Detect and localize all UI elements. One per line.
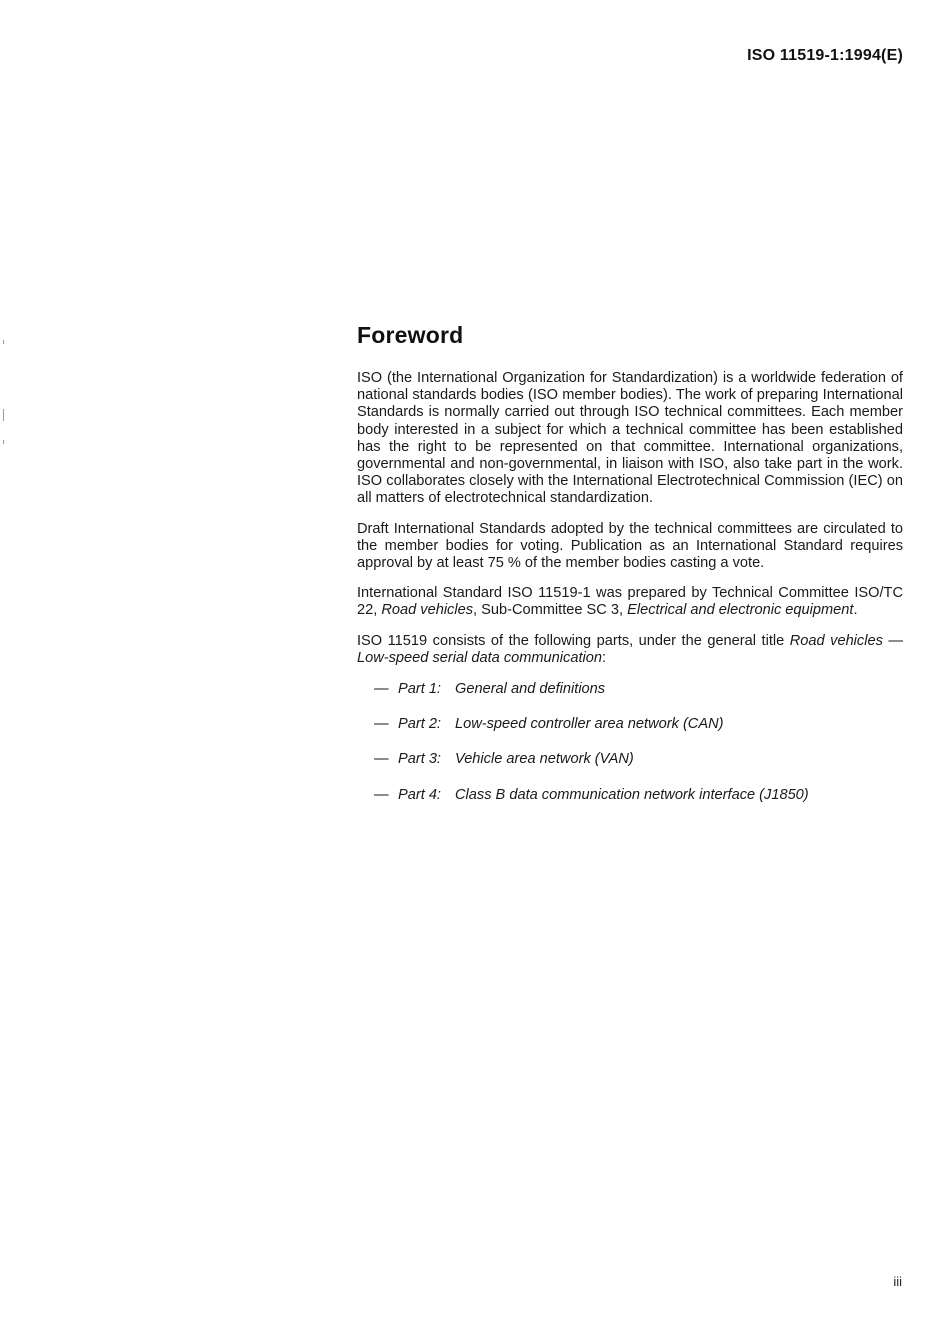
part-title: General and definitions (455, 681, 606, 698)
part-number: Part 2: (398, 716, 441, 733)
parts-intro-text: ISO 11519 consists of the following parts, under the general title (357, 632, 790, 649)
page-number: iii (893, 1274, 902, 1289)
part-number: Part 4: (398, 786, 441, 803)
part-number: Part 1: (398, 681, 441, 698)
list-dash: — (374, 786, 389, 803)
general-title: Road vehicles — Low-speed serial data communication (357, 632, 903, 666)
list-item (374, 751, 903, 768)
foreword-paragraph-draft-standards: Draft International Standards adopted by the technical committees are circulated to the member bodies for voting. Publication as an International Standard requires approval by at least 75 % of the member bodies casting a vote. (357, 520, 903, 572)
list-item (374, 787, 903, 804)
list-dash: — (374, 681, 389, 698)
foreword-paragraph-iso-overview: ISO (the International Organization for Standardization) is a worldwide federation of national standards bodies (ISO member bodies). The work of preparing International Standards is normally carried out through ISO technical committees. Each member body interested in a subject for which a technical committee has been established has the right to be represented on that committee. International organizations, governmental and non-governmental, in liaison with ISO, also take part in the work. ISO collaborates closely with the International Electrotechnical Commission (IEC) on all matters of electrotechnical standardization. (357, 370, 903, 507)
part-number: Part 3: (398, 751, 441, 768)
part-title: Low-speed controller area network (CAN) (455, 716, 724, 733)
foreword-paragraph-parts-intro (357, 633, 903, 667)
subcommittee-title: Electrical and electronic equipment (627, 602, 854, 619)
part-title: Class B data communication network interface (J1850) (455, 786, 809, 803)
document-identifier: ISO 11519-1:1994(E) (747, 47, 903, 64)
committee-title: Road vehicles (381, 602, 474, 619)
parts-intro-text: : (601, 649, 607, 666)
part-title: Vehicle area network (VAN) (455, 751, 634, 768)
list-item (374, 681, 903, 698)
foreword-paragraph-preparation (357, 585, 903, 619)
parts-list (357, 681, 903, 804)
scan-artifact-mark (3, 340, 4, 344)
preparation-text: , Sub-Committee SC 3, (473, 602, 628, 619)
list-dash: — (374, 751, 389, 768)
preparation-text: . (853, 602, 858, 619)
foreword-section (357, 322, 903, 822)
foreword-heading: Foreword (357, 322, 464, 348)
list-item (374, 716, 903, 733)
preparation-text: International Standard ISO 11519-1 was prepared by Technical Committee ISO/TC 22, (357, 585, 903, 619)
list-dash: — (374, 716, 389, 733)
scan-artifact-mark (3, 409, 4, 421)
scan-artifact-mark (3, 440, 4, 444)
